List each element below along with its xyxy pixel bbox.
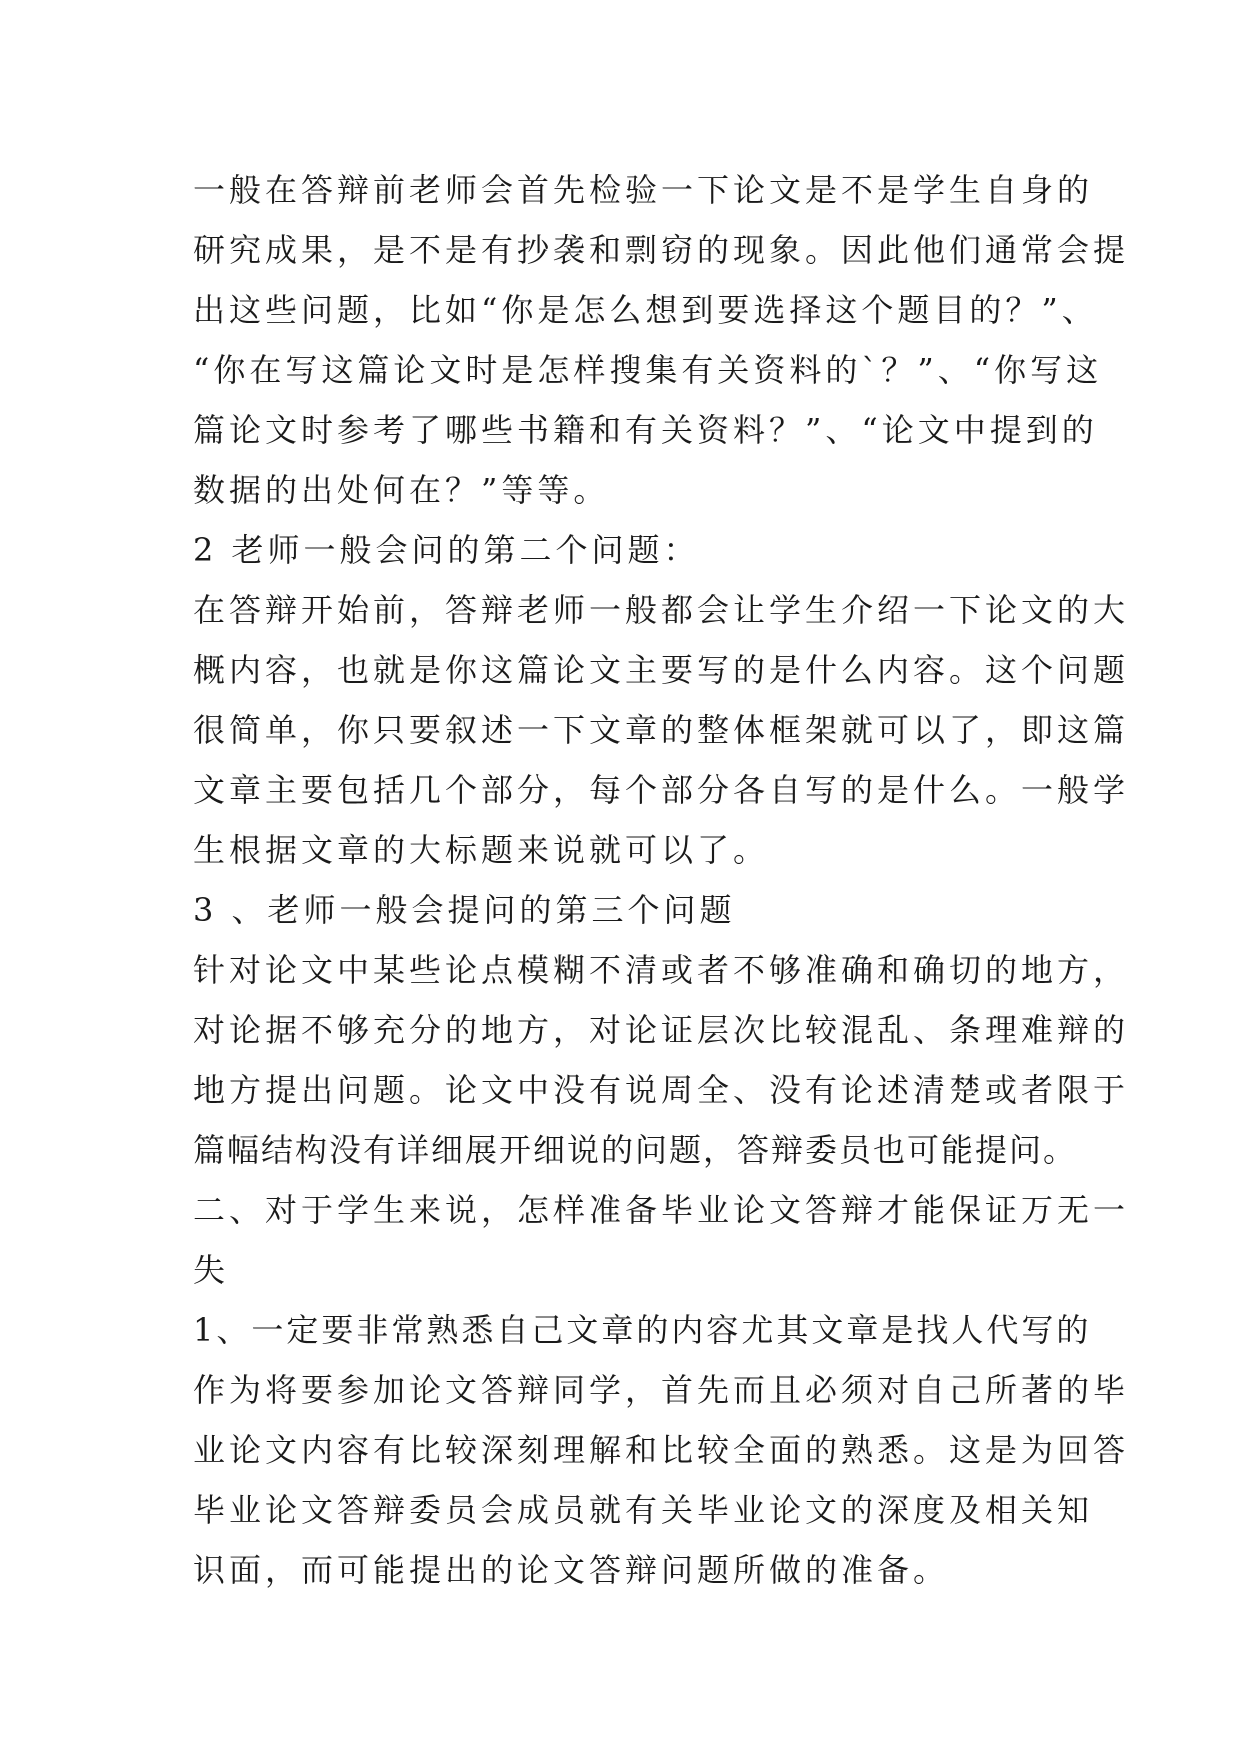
text-line: 地方提出问题。论文中没有说周全、没有论述清楚或者限于	[193, 1071, 1130, 1109]
text-line: 业论文内容有比较深刻理解和比较全面的熟悉。这是为回答	[193, 1431, 1130, 1469]
text-line: 作为将要参加论文答辩同学，首先而且必须对自己所著的毕	[193, 1371, 1130, 1409]
text-line: 出这些问题，比如“你是怎么想到要选择这个题目的？”、	[193, 291, 1098, 329]
text-line: 很简单，你只要叙述一下文章的整体框架就可以了，即这篇	[193, 711, 1130, 749]
text-line: 对论据不够充分的地方，对论证层次比较混乱、条理难辩的	[193, 1011, 1130, 1049]
document-body	[193, 160, 1130, 1600]
text-line: 一般在答辩前老师会首先检验一下论文是不是学生自身的	[193, 171, 1094, 209]
text-line: 毕业论文答辩委员会成员就有关毕业论文的深度及相关知	[193, 1491, 1094, 1529]
section-heading: 二、对于学生来说，怎样准备毕业论文答辩才能保证万无一	[193, 1191, 1130, 1229]
text-line: 篇论文时参考了哪些书籍和有关资料？”、“论文中提到的	[193, 411, 1098, 449]
section-heading: 3 、老师一般会提问的第三个问题	[193, 891, 736, 929]
text-line: 在答辩开始前，答辩老师一般都会让学生介绍一下论文的大	[193, 591, 1130, 629]
text-line: 文章主要包括几个部分，每个部分各自写的是什么。一般学	[193, 771, 1130, 809]
text-line: 针对论文中某些论点模糊不清或者不够准确和确切的地方，	[193, 951, 1130, 989]
text-line: 概内容，也就是你这篇论文主要写的是什么内容。这个问题	[193, 651, 1130, 689]
text-line: 识面，而可能提出的论文答辩问题所做的准备。	[193, 1551, 950, 1589]
text-line: 数据的出处何在？”等等。	[193, 471, 610, 509]
text-line: 研究成果，是不是有抄袭和剽窃的现象。因此他们通常会提	[193, 231, 1130, 269]
subsection-heading: 1、一定要非常熟悉自己文章的内容尤其文章是找人代写的	[193, 1311, 1092, 1349]
text-line: 篇幅结构没有详细展开细说的问题，答辩委员也可能提问。	[193, 1131, 1078, 1169]
section-heading: 2 老师一般会问的第二个问题：	[193, 531, 700, 569]
section-heading: 失	[193, 1251, 230, 1289]
text-line: “你在写这篇论文时是怎样搜集有关资料的`？”、“你写这	[193, 351, 1103, 389]
text-line: 生根据文章的大标题来说就可以了。	[193, 831, 770, 869]
